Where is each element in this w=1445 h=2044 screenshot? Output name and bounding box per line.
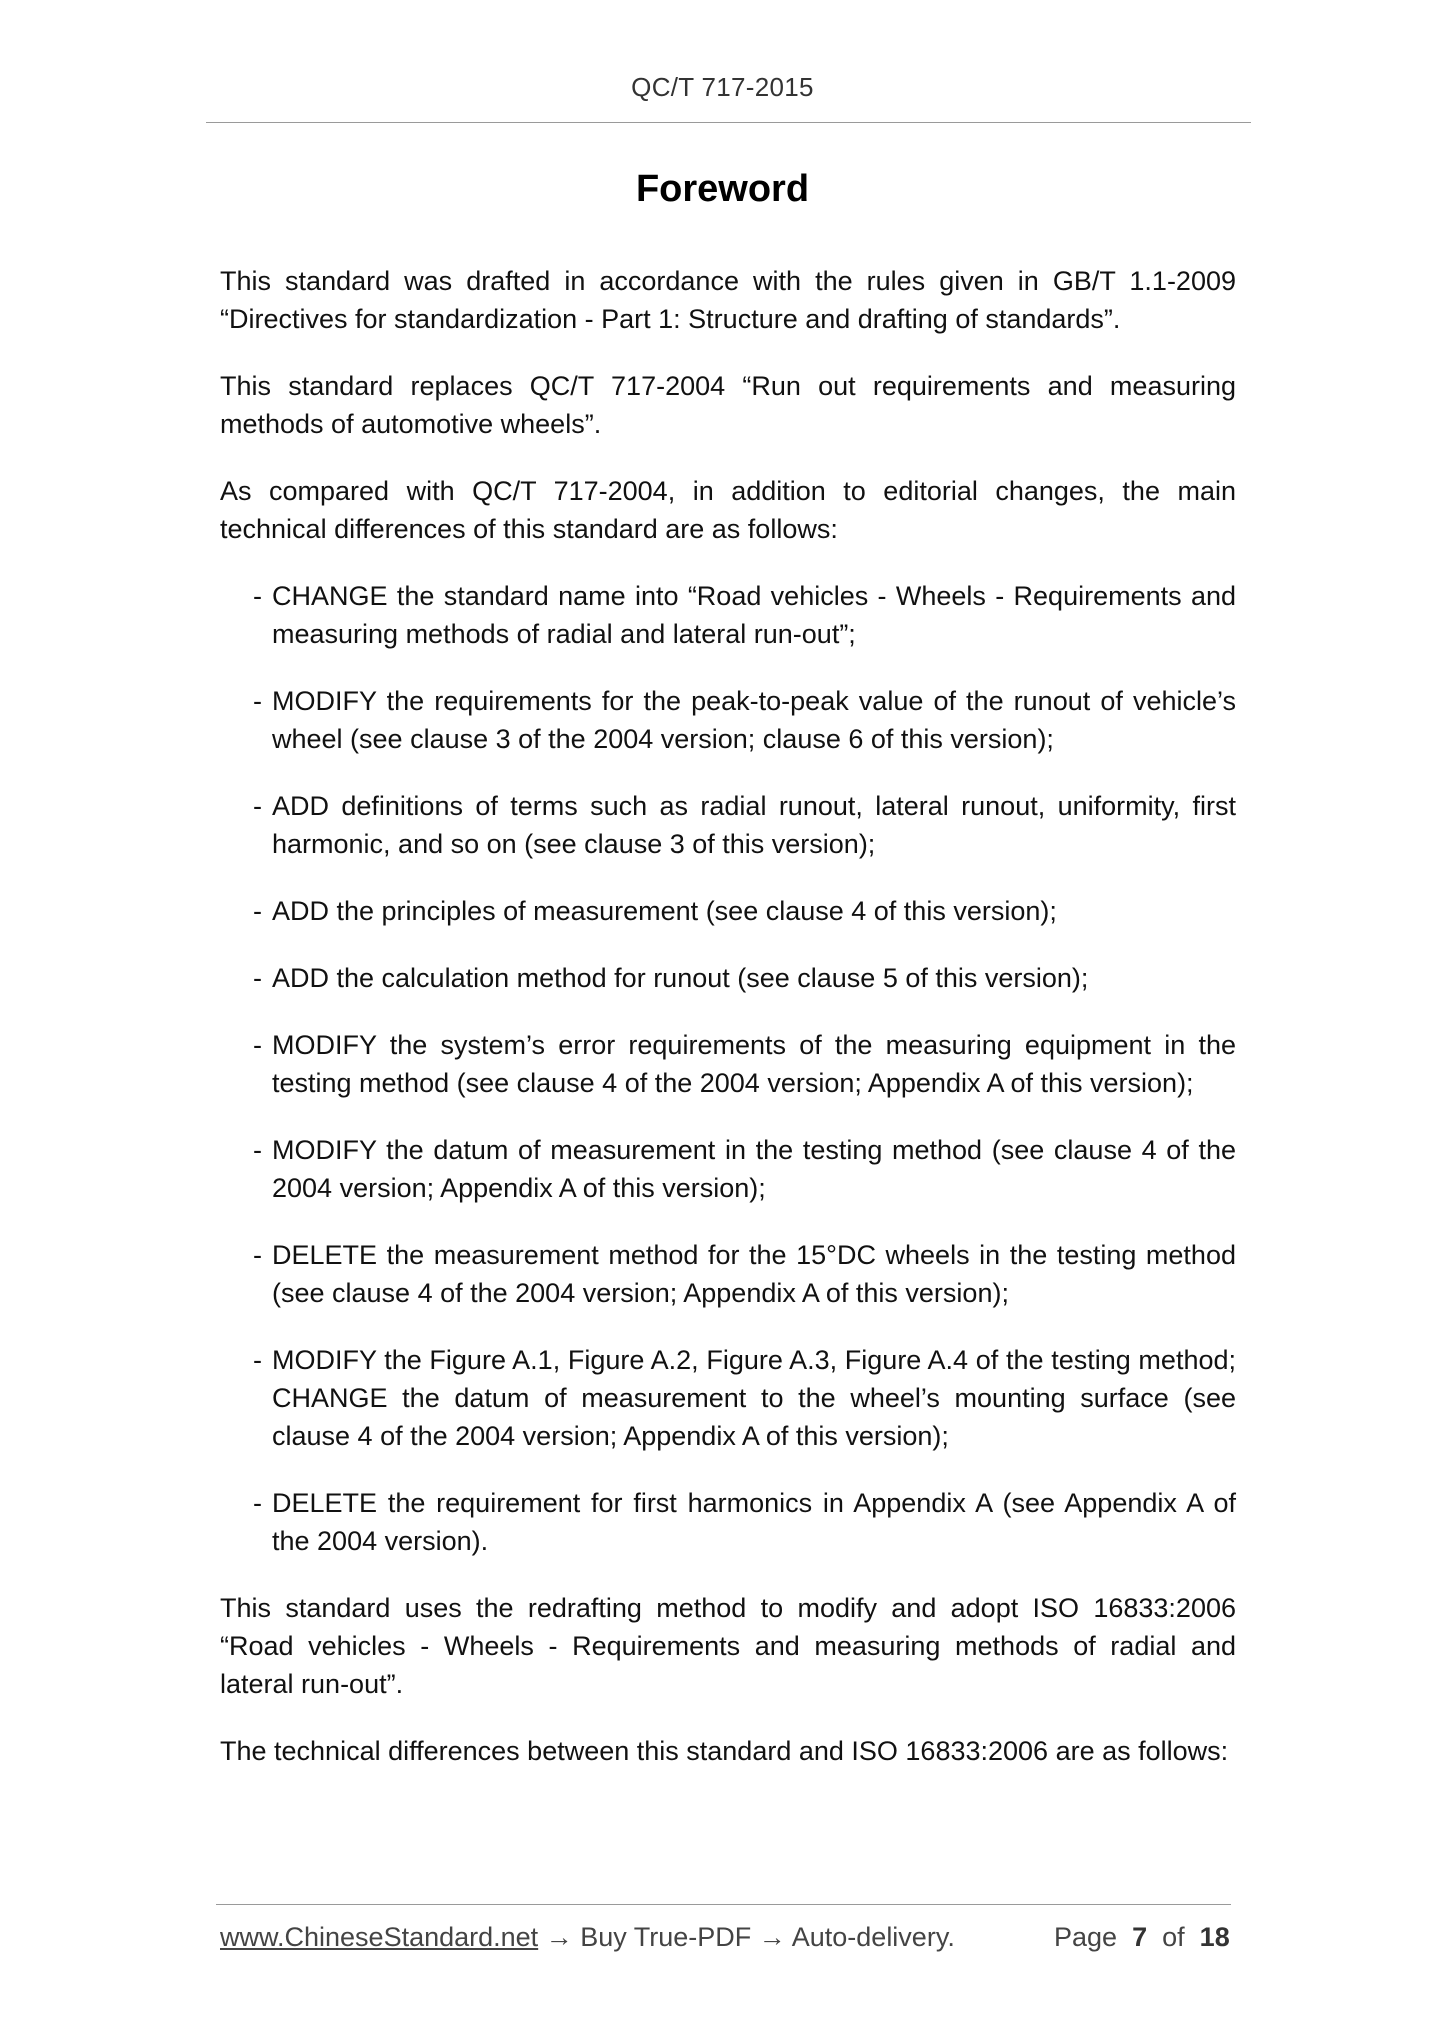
list-dash: -: [253, 963, 262, 993]
list-item: [220, 1026, 1236, 1102]
list-item: [220, 577, 1236, 653]
header-divider: [206, 122, 1251, 123]
list-item-text: MODIFY the system’s error requirements of the measuring equipment in the testing method (see clause 4 of the 2004 version; Appendix A of this version);: [272, 1030, 1236, 1098]
list-dash: -: [253, 1030, 262, 1060]
list-item-text: MODIFY the datum of measurement in the testing method (see clause 4 of the 2004 version; Appendix A of this version);: [272, 1135, 1236, 1203]
list-dash: -: [253, 791, 262, 821]
page-header-code: QC/T 717-2015: [631, 72, 814, 102]
list-item: [220, 787, 1236, 863]
footer-divider: [216, 1904, 1231, 1905]
page-total: 18: [1199, 1922, 1230, 1952]
list-item: [220, 682, 1236, 758]
footer-promo: [220, 1922, 955, 1953]
list-dash: -: [253, 896, 262, 926]
paragraph-adoption: This standard uses the redrafting method to modify and adopt ISO 16833:2006 “Road vehicles - Wheels - Requirements and measuring methods of radial and lateral run-out”.: [220, 1593, 1236, 1699]
list-item-text: ADD definitions of terms such as radial runout, lateral runout, uniformity, first harmonic, and so on (see clause 3 of this version);: [272, 791, 1236, 859]
list-item: [220, 959, 1236, 997]
list-item: [220, 892, 1236, 930]
page-title: Foreword: [635, 168, 810, 210]
paragraph-drafting-rules: This standard was drafted in accordance with the rules given in GB/T 1.1-2009 “Directives for standardization - Part 1: Structure and drafting of standards”.: [220, 266, 1236, 334]
list-dash: -: [253, 1240, 262, 1270]
list-dash: -: [253, 581, 262, 611]
page-current: 7: [1132, 1922, 1148, 1952]
page-label: Page: [1054, 1922, 1118, 1952]
list-item-text: ADD the principles of measurement (see clause 4 of this version);: [272, 896, 1057, 926]
website-link[interactable]: www.ChineseStandard.net: [220, 1922, 539, 1952]
paragraph-replaces: This standard replaces QC/T 717-2004 “Run out requirements and measuring methods of automotive wheels”.: [220, 371, 1236, 439]
foreword-body: [220, 262, 1236, 1799]
list-item-text: DELETE the requirement for first harmonics in Appendix A (see Appendix A of the 2004 version).: [272, 1488, 1236, 1556]
changes-list: [220, 577, 1236, 1560]
list-item: [220, 1484, 1236, 1560]
list-dash: -: [253, 1135, 262, 1165]
page-of: of: [1162, 1922, 1185, 1952]
list-dash: -: [253, 686, 262, 716]
list-dash: -: [253, 1345, 262, 1375]
paragraph-iso-differences: The technical differences between this standard and ISO 16833:2006 are as follows:: [220, 1736, 1229, 1766]
list-item-text: DELETE the measurement method for the 15°DC wheels in the testing method (see clause 4 of the 2004 version; Appendix A of this version);: [272, 1240, 1236, 1308]
list-item: [220, 1341, 1236, 1455]
list-item: [220, 1131, 1236, 1207]
list-item-text: MODIFY the Figure A.1, Figure A.2, Figure A.3, Figure A.4 of the testing method; CHANGE the datum of measurement to the wheel’s mounting surface (see clause 4 of the 2004 version; Appendix A of this version);: [272, 1345, 1236, 1451]
list-item-text: ADD the calculation method for runout (see clause 5 of this version);: [272, 963, 1089, 993]
list-item: [220, 1236, 1236, 1312]
list-dash: -: [253, 1488, 262, 1518]
page-number: [1054, 1922, 1230, 1953]
footer-tagline: → Buy True-PDF → Auto-delivery.: [538, 1922, 955, 1952]
paragraph-differences-intro: As compared with QC/T 717-2004, in addition to editorial changes, the main technical differences of this standard are as follows:: [220, 476, 1236, 544]
list-item-text: MODIFY the requirements for the peak-to-peak value of the runout of vehicle’s wheel (see clause 3 of the 2004 version; clause 6 of this version);: [272, 686, 1236, 754]
list-item-text: CHANGE the standard name into “Road vehicles - Wheels - Requirements and measuring methods of radial and lateral run-out”;: [272, 581, 1236, 649]
